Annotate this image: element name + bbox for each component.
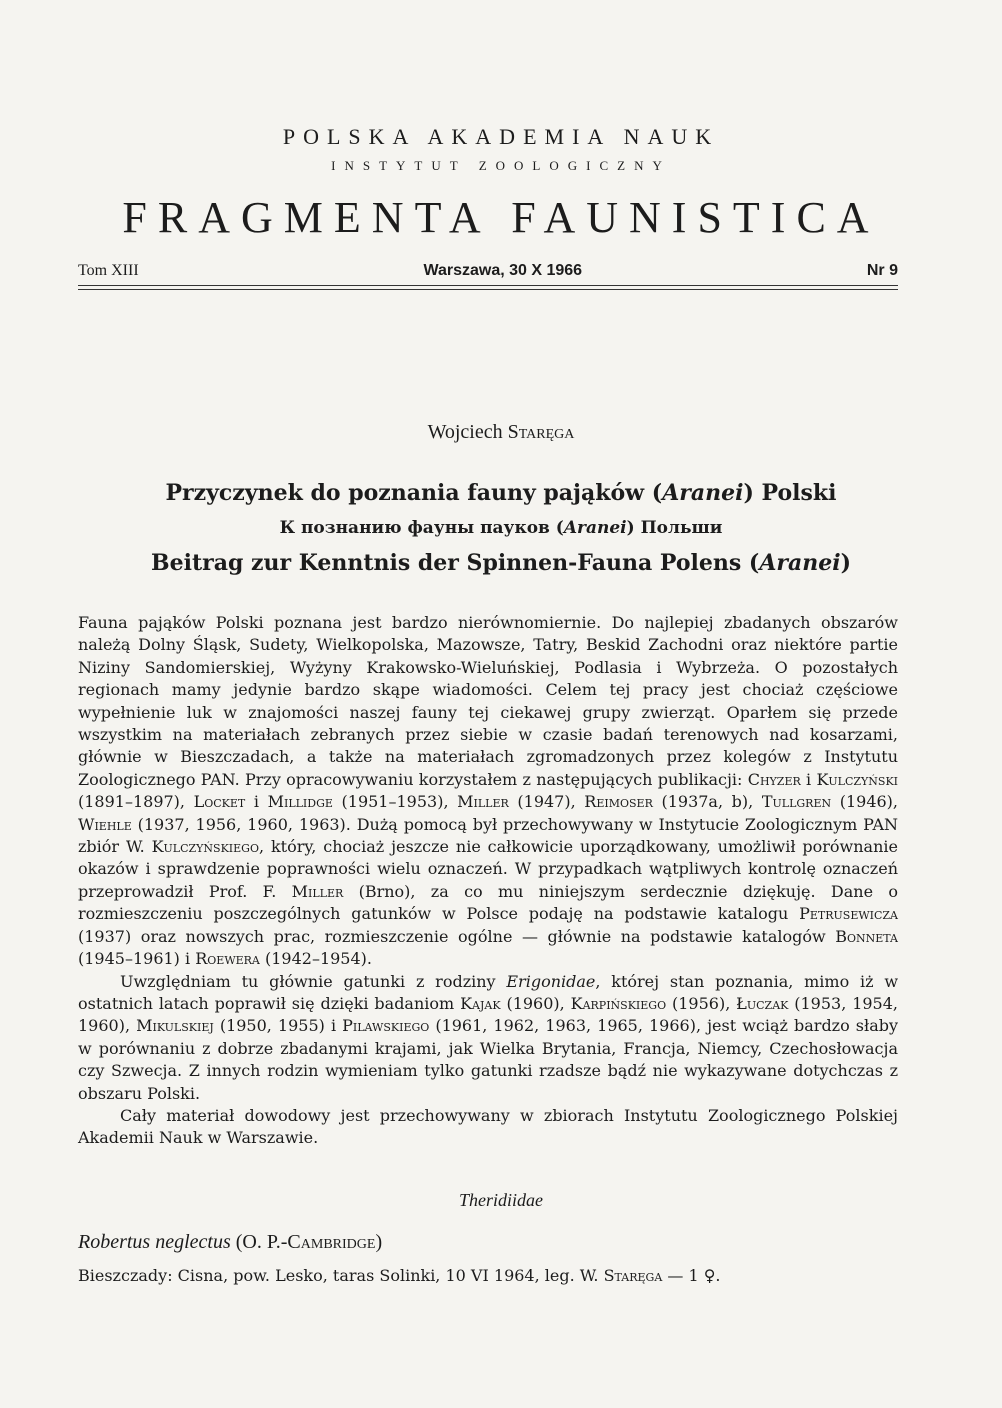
species-author: Cambridge	[287, 1231, 376, 1253]
place-date: Warszawa, 30 X 1966	[423, 262, 583, 279]
title-pl-taxon: Aranei	[662, 480, 744, 506]
volume-label: Tom XIII	[78, 262, 139, 279]
title-de-suffix: )	[840, 550, 851, 576]
institute-name: INSTYTUT ZOOLOGICZNY	[331, 158, 671, 173]
author-last-name: Staręga	[507, 421, 575, 443]
record-count: — 1 ♀.	[662, 1266, 721, 1285]
header-rule-top	[78, 285, 898, 286]
title-russian	[0, 518, 1002, 538]
article-body	[78, 612, 898, 1150]
title-polish	[0, 480, 1002, 506]
issue-number: Nr 9	[866, 262, 898, 279]
record-text: Bieszczady: Cisna, pow. Lesko, taras Solinki, 10 VI 1964, leg. W.	[78, 1266, 604, 1285]
species-name: Robertus neglectus	[78, 1231, 231, 1253]
header-rule-bottom	[78, 289, 898, 290]
title-ru-suffix: ) Польши	[626, 518, 723, 538]
issue-info	[78, 262, 898, 280]
title-pl-suffix: ) Polski	[743, 480, 837, 506]
title-german	[0, 550, 1002, 576]
title-pl-text: Przyczynek do poznania fauny pająków (	[165, 480, 663, 506]
journal-title: FRAGMENTA FAUNISTICA	[122, 193, 880, 242]
title-de-text: Beitrag zur Kenntnis der Spinnen-Fauna Polens (	[151, 550, 760, 576]
title-de-taxon: Aranei	[759, 550, 841, 576]
species-heading	[78, 1231, 898, 1254]
title-ru-text: К познанию фауны пауков (	[279, 518, 564, 538]
title-ru-taxon: Aranei	[563, 518, 627, 538]
publisher-name: POLSKA AKADEMIA NAUK	[282, 124, 720, 149]
record-collector: Staręga	[603, 1266, 663, 1285]
article-author	[0, 421, 1002, 444]
species-author-prefix: (O. P.-	[230, 1231, 288, 1253]
paragraph-scope: Uwzględniam tu głównie gatunki z rodziny Erigonidae, której stan poznania, mimo iż w ostatnich latach poprawił się dzięki badaniom Kajak (1960), Karpińskiego (1956), Łuczak (1953, 1954, 1960), Mikulskiej (1950, 1955) i Pilawskiego (1961, 1962, 1963, 1965, 1966), jest wciąż bardzo słaby w porównaniu z dobrze zbadanymi krajami, jak Wielka Brytania, Francja, Niemcy, Czechosłowacja czy Szwecja. Z innych rodzin wymieniam tylko gatunki rzadsze bądź nie wykazywane dotychczas z obszaru Polski.	[78, 971, 899, 1103]
paragraph-intro: Fauna pająków Polski poznana jest bardzo nierównomiernie. Do najlepiej zbadanych obszarów należą Dolny Śląsk, Sudety, Wielkopolska, Mazowsze, Tatry, Beskid Zachodni oraz niektóre partie Niziny Sandomierskiej, Wyżyny Krakowsko-Wieluńskiej, Podlasia i Wybrzeża. O pozostałych regionach mamy jedynie bardzo skąpe wiadomości. Celem tej pracy jest chociaż częściowe wypełnienie luk w znajomości naszej fauny tej ciekawej grupy zwierząt. Oparłem się przede wszystkim na materiałach zebranych przez siebie w czasie badań terenowych nad kosarzami, głównie w Bieszczadach, a także na materiałach zgromadzonych przez kolegów z Instytutu Zoologicznego PAN. Przy opracowywaniu korzystałem z następujących publikacji: Chyzer i Kulczyński (1891–1897), Locket i Millidge (1951–1953), Miller (1947), Reimoser (1937a, b), Tullgren (1946), Wiehle (1937, 1956, 1960, 1963). Dużą pomocą był przechowywany w Instytucie Zoologicznym PAN zbiór W. Kulczyńskiego, który, chociaż jeszcze nie całkowicie uporządkowany, umożliwił porównanie okazów i sprawdzenie poprawności wielu oznaczeń. W przypadkach wątpliwych kontrolę oznaczeń przeprowadził Prof. F. Miller (Brno), za co mu niniejszym serdecznie dziękuję. Dane o rozmieszczeniu poszczególnych gatunków w Polsce podaję na podstawie katalogu Petrusewicza (1937) oraz nowszych prac, rozmieszczenie ogólne — głównie na podstawie katalogów Bonneta (1945–1961) i Roewera (1942–1954).	[78, 613, 899, 969]
author-first-name: Wojciech	[427, 421, 503, 443]
specimen-record	[78, 1266, 898, 1285]
species-author-suffix: )	[375, 1231, 383, 1253]
paragraph-material: Cały materiał dowodowy jest przechowywany w zbiorach Instytutu Zoologicznego Polskiej Akademii Nauk w Warszawie.	[78, 1105, 898, 1148]
family-heading: Theridiidae	[459, 1190, 543, 1210]
